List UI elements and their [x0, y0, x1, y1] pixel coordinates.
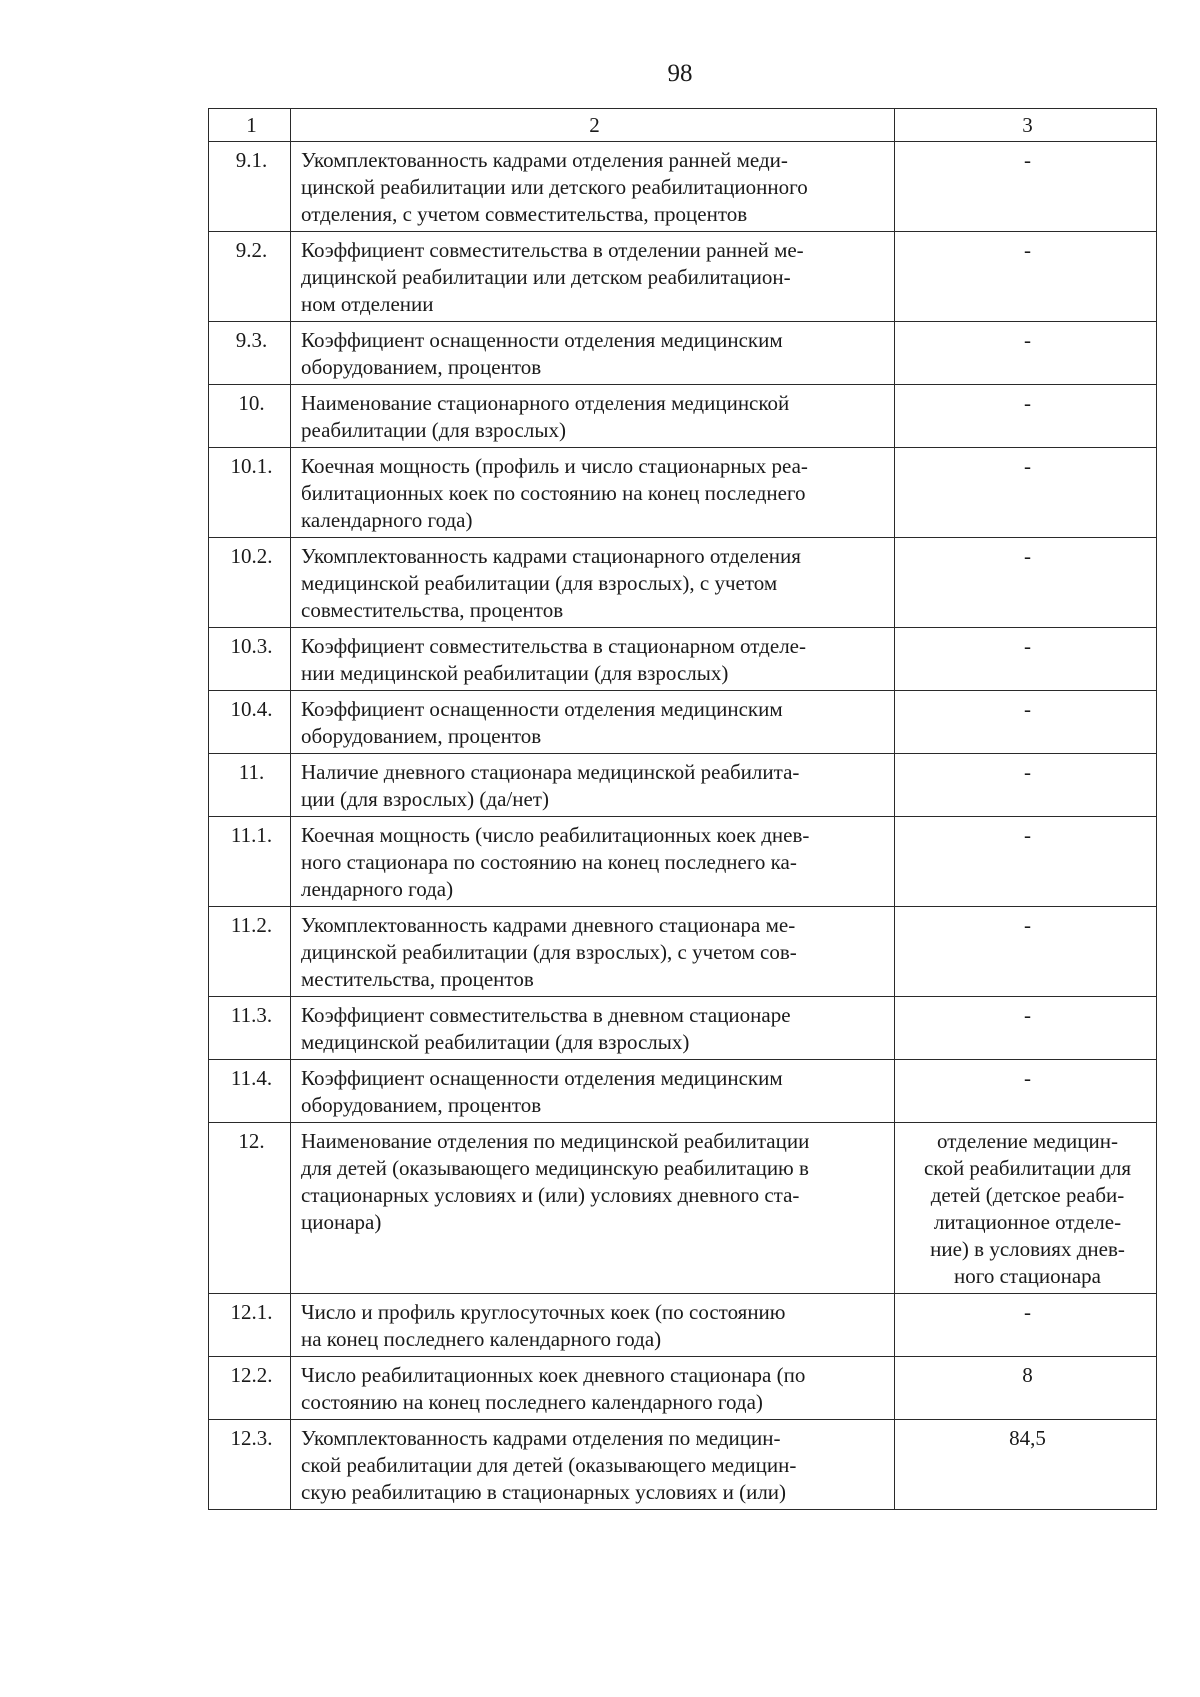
row-indicator-cell: Наименование стационарного отделения медицинской реабилитации (для взрослых) — [291, 385, 895, 448]
row-number-cell: 10.3. — [209, 628, 291, 691]
table-row — [209, 538, 1157, 628]
table-row — [209, 691, 1157, 754]
row-number-cell: 12.2. — [209, 1357, 291, 1420]
row-value-cell: - — [895, 1060, 1157, 1123]
header-cell-number: 1 — [209, 109, 291, 142]
row-number-cell: 11.3. — [209, 997, 291, 1060]
table-row — [209, 448, 1157, 538]
header-cell-indicator: 2 — [291, 109, 895, 142]
table-row — [209, 628, 1157, 691]
row-number-cell: 10.4. — [209, 691, 291, 754]
table-row — [209, 385, 1157, 448]
row-indicator-cell: Коэффициент совместительства в дневном стационаре медицинской реабилитации (для взрослых) — [291, 997, 895, 1060]
row-number-cell: 9.2. — [209, 232, 291, 322]
row-indicator-cell: Наличие дневного стационара медицинской реабилита- ции (для взрослых) (да/нет) — [291, 754, 895, 817]
row-value-cell: - — [895, 448, 1157, 538]
row-value-cell: - — [895, 538, 1157, 628]
row-value-cell: - — [895, 817, 1157, 907]
row-value-cell: - — [895, 628, 1157, 691]
row-number-cell: 9.3. — [209, 322, 291, 385]
row-value-cell: отделение медицин- ской реабилитации для детей (детское реаби- литационное отделе- ние) в условиях днев- ного стационара — [895, 1123, 1157, 1294]
table-row — [209, 1357, 1157, 1420]
row-number-cell: 10.2. — [209, 538, 291, 628]
row-indicator-cell: Число и профиль круглосуточных коек (по состоянию на конец последнего календарного года) — [291, 1294, 895, 1357]
table-row — [209, 997, 1157, 1060]
row-value-cell: - — [895, 691, 1157, 754]
table-row — [209, 1294, 1157, 1357]
table-row — [209, 232, 1157, 322]
table-row — [209, 1060, 1157, 1123]
row-indicator-cell: Укомплектованность кадрами стационарного отделения медицинской реабилитации (для взрослых), с учетом совместительства, процентов — [291, 538, 895, 628]
row-indicator-cell: Коэффициент оснащенности отделения медицинским оборудованием, процентов — [291, 691, 895, 754]
row-value-cell: - — [895, 232, 1157, 322]
table-header-row — [209, 109, 1157, 142]
row-value-cell: - — [895, 1294, 1157, 1357]
row-number-cell: 12.1. — [209, 1294, 291, 1357]
row-indicator-cell: Коечная мощность (число реабилитационных коек днев- ного стационара по состоянию на конец последнего ка- лендарного года) — [291, 817, 895, 907]
row-number-cell: 11.1. — [209, 817, 291, 907]
row-number-cell: 12. — [209, 1123, 291, 1294]
row-indicator-cell: Коэффициент оснащенности отделения медицинским оборудованием, процентов — [291, 322, 895, 385]
row-indicator-cell: Укомплектованность кадрами дневного стационара ме- дицинской реабилитации (для взрослых), с учетом сов- местительства, процентов — [291, 907, 895, 997]
row-indicator-cell: Укомплектованность кадрами отделения ранней меди- цинской реабилитации или детского реабилитационного отделения, с учетом совместительства, процентов — [291, 142, 895, 232]
row-value-cell: - — [895, 907, 1157, 997]
row-indicator-cell: Коэффициент совместительства в стационарном отделе- нии медицинской реабилитации (для взрослых) — [291, 628, 895, 691]
row-indicator-cell: Коечная мощность (профиль и число стационарных реа- билитационных коек по состоянию на конец последнего календарного года) — [291, 448, 895, 538]
row-indicator-cell: Укомплектованность кадрами отделения по медицин- ской реабилитации для детей (оказывающего медицин- скую реабилитацию в стационарных условиях и (или) — [291, 1420, 895, 1510]
table-row — [209, 754, 1157, 817]
indicator-table — [208, 108, 1157, 1510]
table-body — [209, 109, 1157, 1510]
table-row — [209, 322, 1157, 385]
row-value-cell: - — [895, 322, 1157, 385]
table-row — [209, 907, 1157, 997]
row-number-cell: 10.1. — [209, 448, 291, 538]
row-value-cell: - — [895, 142, 1157, 232]
row-indicator-cell: Коэффициент оснащенности отделения медицинским оборудованием, процентов — [291, 1060, 895, 1123]
header-cell-value: 3 — [895, 109, 1157, 142]
row-number-cell: 12.3. — [209, 1420, 291, 1510]
row-indicator-cell: Число реабилитационных коек дневного стационара (по состоянию на конец последнего календарного года) — [291, 1357, 895, 1420]
table-row — [209, 1420, 1157, 1510]
row-value-cell: - — [895, 385, 1157, 448]
row-value-cell: 8 — [895, 1357, 1157, 1420]
row-value-cell: 84,5 — [895, 1420, 1157, 1510]
table-row — [209, 1123, 1157, 1294]
row-indicator-cell: Коэффициент совместительства в отделении ранней ме- дицинской реабилитации или детском реабилитацион- ном отделении — [291, 232, 895, 322]
table-row — [209, 142, 1157, 232]
table-row — [209, 817, 1157, 907]
row-value-cell: - — [895, 997, 1157, 1060]
row-number-cell: 10. — [209, 385, 291, 448]
row-number-cell: 11.2. — [209, 907, 291, 997]
row-indicator-cell: Наименование отделения по медицинской реабилитации для детей (оказывающего медицинскую реабилитацию в стационарных условиях и (или) условиях дневного ста- ционара) — [291, 1123, 895, 1294]
row-number-cell: 11.4. — [209, 1060, 291, 1123]
row-number-cell: 11. — [209, 754, 291, 817]
row-number-cell: 9.1. — [209, 142, 291, 232]
row-value-cell: - — [895, 754, 1157, 817]
page-number: 98 — [667, 60, 693, 87]
